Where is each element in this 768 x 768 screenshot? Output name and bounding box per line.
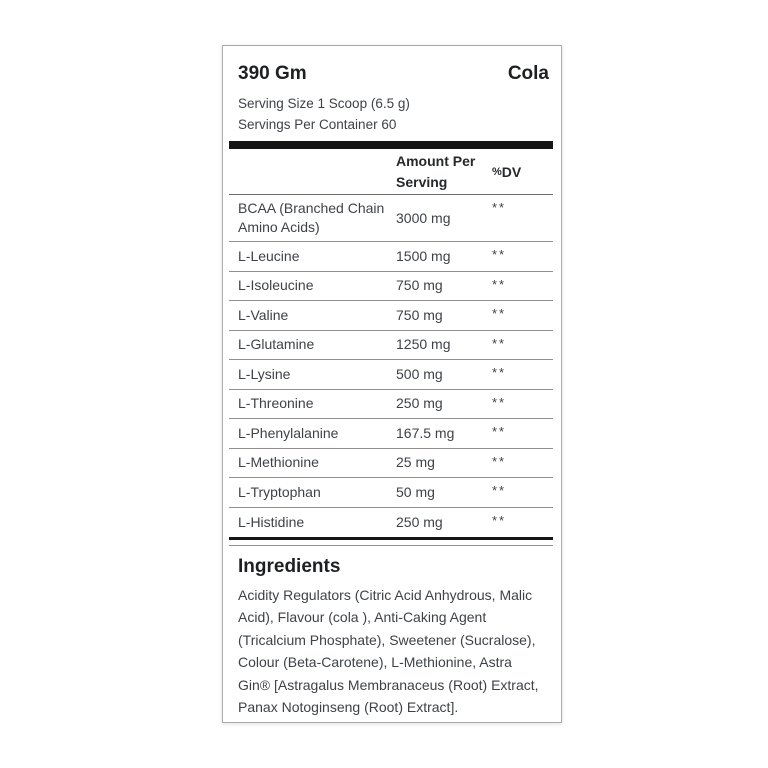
nutrient-name: L-Valine (238, 306, 289, 323)
table-row (229, 272, 553, 302)
servings-per-container: Servings Per Container 60 (238, 116, 397, 132)
table-header-row (229, 149, 553, 195)
nutrient-name: L-Phenylalanine (238, 424, 339, 441)
nutrient-amount: 3000 mg (396, 209, 451, 226)
panel-header (238, 63, 549, 85)
serving-size: Serving Size 1 Scoop (6.5 g) (238, 96, 410, 111)
serving-info (238, 94, 549, 135)
thick-divider-bar (229, 141, 553, 149)
table-row (229, 242, 553, 272)
nutrient-dv: ** (492, 394, 507, 410)
nutrient-dv: ** (492, 306, 507, 321)
table-row (229, 360, 553, 390)
ingredients-heading: Ingredients (238, 556, 341, 577)
amount-per-serving-header: Amount Per Serving (396, 152, 476, 190)
nutrient-amount: 750 mg (396, 277, 443, 294)
nutrient-name: L-Isoleucine (238, 277, 314, 294)
table-row (229, 301, 553, 331)
nutrient-amount: 500 mg (396, 365, 443, 382)
table-row (229, 331, 553, 361)
nutrient-amount: 1500 mg (396, 247, 451, 264)
table-row (229, 478, 553, 508)
table-row (229, 508, 553, 538)
nutrient-amount: 1250 mg (396, 336, 451, 353)
dv-percent-sign: % (492, 165, 502, 178)
nutrient-name: L-Lysine (238, 365, 291, 382)
nutrient-amount: 250 mg (396, 395, 443, 412)
nutrient-amount: 750 mg (396, 306, 443, 323)
nutrient-amount: 25 mg (396, 454, 435, 471)
nutrient-dv: ** (492, 335, 507, 351)
table-row (229, 195, 553, 242)
nutrient-name: L-Histidine (238, 513, 305, 530)
nutrient-dv: ** (492, 453, 507, 469)
flavor-name: Cola (507, 63, 549, 84)
table-row (229, 419, 553, 449)
nutrient-dv: ** (492, 365, 507, 380)
nutrient-amount: 50 mg (396, 483, 435, 500)
dv-header (492, 164, 553, 180)
supplement-facts-panel (222, 45, 562, 723)
nutrient-name: L-Threonine (238, 395, 314, 412)
nutrient-dv: ** (492, 424, 507, 439)
nutrient-amount: 167.5 mg (396, 424, 455, 441)
dv-abbr: DV (501, 163, 522, 180)
double-rule-thick (229, 537, 553, 540)
nutrient-dv: ** (492, 483, 507, 498)
table-row (229, 449, 553, 479)
nutrient-dv: ** (492, 276, 507, 292)
nutrient-name: L-Leucine (238, 247, 300, 264)
nutrient-name: L-Methionine (238, 454, 319, 471)
nutrition-table (229, 149, 553, 537)
nutrient-dv: ** (492, 512, 507, 528)
nutrient-name: L-Glutamine (238, 336, 315, 353)
net-weight: 390 Gm (238, 63, 307, 84)
nutrient-dv: ** (492, 200, 507, 215)
nutrient-name: BCAA (Branched Chain Amino Acids) (238, 200, 385, 235)
nutrient-name: L-Tryptophan (238, 483, 321, 500)
double-rule-thin (229, 545, 553, 546)
table-row (229, 390, 553, 420)
nutrient-dv: ** (492, 247, 507, 262)
nutrient-amount: 250 mg (396, 513, 443, 530)
ingredients-text: Acidity Regulators (Citric Acid Anhydrous, Malic Acid), Flavour (cola ), Anti-Caking Agent (Tricalcium Phosphate), Sweetener (Sucralose), Colour (Beta-Carotene), L-Methionine, Astra Gin® [Astragalus Membranaceus (Root) Extract, Panax Notoginseng (Root) Extract]. (238, 587, 539, 716)
